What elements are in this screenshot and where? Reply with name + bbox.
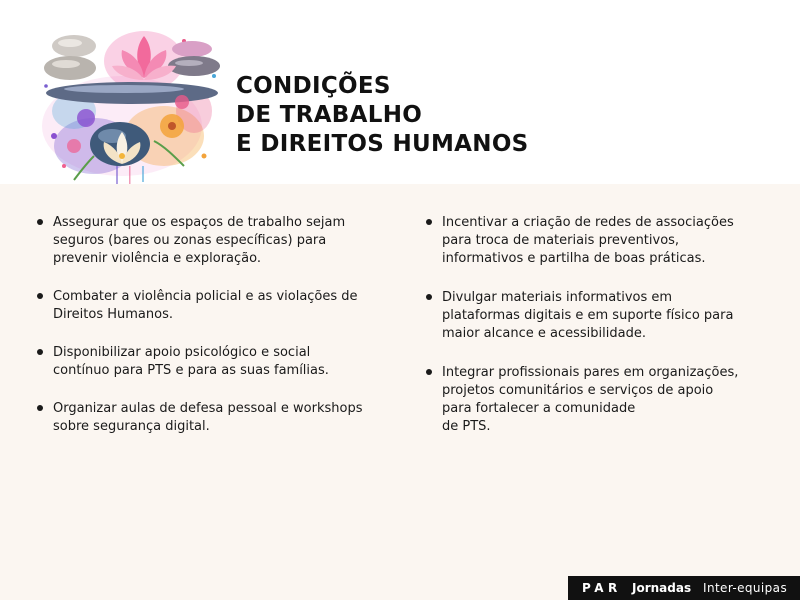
list-item-line: Divulgar materiais informativos em bbox=[442, 290, 673, 305]
title-line-2: DE TRABALHO bbox=[236, 102, 423, 128]
list-item-line: prevenir violência e exploração. bbox=[53, 251, 261, 266]
list-item bbox=[425, 364, 760, 436]
list-item-line: para fortalecer a comunidade bbox=[442, 401, 636, 416]
bullet-icon bbox=[426, 369, 432, 375]
title-line-1: CONDIÇÕES bbox=[236, 73, 391, 99]
bullet-icon bbox=[426, 219, 432, 225]
footer-brand-bar bbox=[568, 576, 800, 600]
bullet-icon bbox=[37, 349, 43, 355]
right-column bbox=[425, 214, 760, 457]
list-item-line: para troca de materiais preventivos, bbox=[442, 233, 680, 248]
title-line-3: E DIREITOS HUMANOS bbox=[236, 131, 529, 157]
footer-jornadas: Jornadas bbox=[632, 581, 692, 595]
list-item-line: Disponibilizar apoio psicológico e social bbox=[53, 345, 311, 360]
header bbox=[0, 0, 800, 184]
bullet-icon bbox=[37, 293, 43, 299]
list-item-line: Direitos Humanos. bbox=[53, 307, 173, 322]
list-item bbox=[425, 214, 760, 268]
list-item bbox=[36, 344, 371, 380]
footer-inter-equipas: Inter-equipas bbox=[703, 581, 788, 595]
bullet-icon bbox=[37, 405, 43, 411]
list-item bbox=[36, 288, 371, 324]
list-item-line: maior alcance e acessibilidade. bbox=[442, 326, 646, 341]
list-item-line: seguros (bares ou zonas específicas) para bbox=[53, 233, 327, 248]
list-item bbox=[425, 289, 760, 343]
list-item-line: de PTS. bbox=[442, 419, 491, 434]
list-item-line: Combater a violência policial e as violações de bbox=[53, 289, 358, 304]
list-item-line: Assegurar que os espaços de trabalho sejam bbox=[53, 215, 346, 230]
list-item-line: Integrar profissionais pares em organizações, bbox=[442, 365, 739, 380]
bullet-icon bbox=[37, 219, 43, 225]
list-item-line: projetos comunitários e serviços de apoio bbox=[442, 383, 714, 398]
list-item bbox=[36, 400, 371, 436]
list-item-line: contínuo para PTS e para as suas famílias. bbox=[53, 363, 329, 378]
stones-flowers-illustration bbox=[34, 16, 230, 196]
bullet-icon bbox=[426, 294, 432, 300]
list-item-line: Organizar aulas de defesa pessoal e workshops bbox=[53, 401, 363, 416]
list-item-line: informativos e partilha de boas práticas. bbox=[442, 251, 706, 266]
left-column bbox=[36, 214, 371, 456]
page-title bbox=[236, 72, 529, 159]
list-item-line: plataformas digitais e em suporte físico para bbox=[442, 308, 734, 323]
list-item bbox=[36, 214, 371, 268]
list-item-line: Incentivar a criação de redes de associações bbox=[442, 215, 734, 230]
list-item-line: sobre segurança digital. bbox=[53, 419, 210, 434]
footer-par-logo: PAR bbox=[582, 581, 622, 595]
content-panel bbox=[0, 184, 800, 600]
